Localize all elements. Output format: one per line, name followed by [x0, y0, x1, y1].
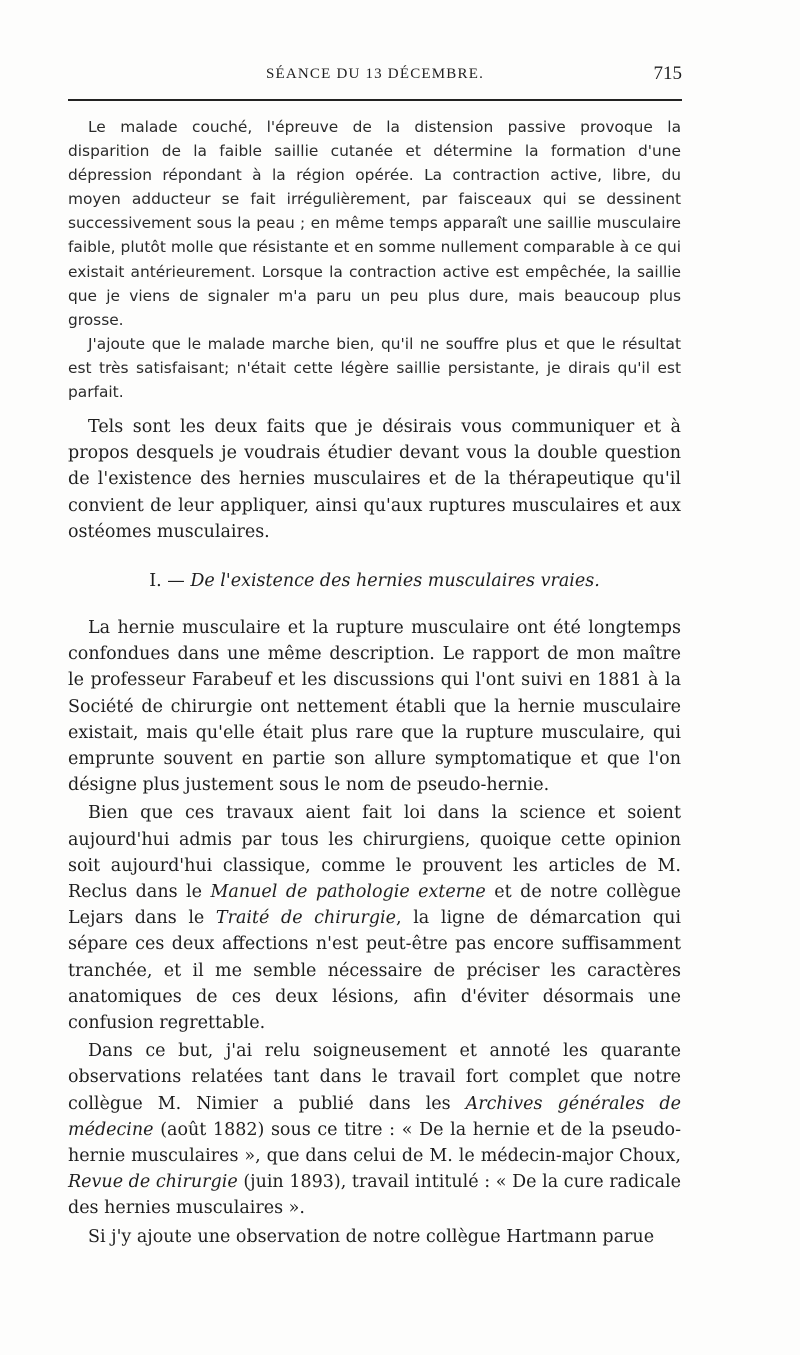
p3-text-c: (août 1882) sous ce titre : « De la hernie et de la pseudo-hernie musculaires », que dans celui de M. le médecin-major Choux,: [68, 1119, 681, 1167]
p3-title-revue: Revue de chirurgie: [68, 1172, 238, 1193]
tels-paragraph-block: [68, 414, 681, 545]
p2-text-a: Bien que ces travaux aient fait loi dans la science et soient aujourd'hui admis par tous les chirurgiens, quoique cette opinion soit aujourd'hui classique, comme le prouvent les articles de M. Reclus dans le: [68, 803, 681, 903]
p3-text-a: Dans ce but, j'ai relu soigneusement et annoté les quarante observations relatées tant dans le travail fort complet que notre collègue M. Nimier a publié dans les: [68, 1041, 681, 1114]
page-header: [68, 62, 682, 86]
p3-text-e: (juin 1893), travail intitulé : « De la cure radicale des hernies musculaires ».: [68, 1172, 681, 1219]
p2-text-e: , la ligne de démarcation qui sépare ces deux affections n'est peut-être pas encore suffisamment tranchée, et il me semble nécessaire de préciser les caractères anatomiques de ces deux lésions, afin d'éviter désormais une confusion regrettable.: [68, 908, 681, 1034]
p3-title-archives: Archives générales de médecine: [68, 1093, 681, 1140]
header-rule: [68, 99, 682, 101]
small-paragraph-1: Le malade couché, l'épreuve de la distension passive provoque la disparition de la faible saillie cutanée et détermine la formation d'une dépression répondant à la région opérée. La contraction active, libre, du moyen adducteur se fait irrégulièrement, par faisceaux qui se dessinent successivement sous la peau ; en même temps apparaît une saillie musculaire faible, plutôt molle que résistante et en somme nullement comparable à ce qui existait antérieurement. Lorsque la contraction active est empêchée, la saillie que je viens de signaler m'a paru un peu plus dure, mais beaucoup plus grosse.: [68, 118, 681, 329]
tels-paragraph: Tels sont les deux faits que je désirais vous communiquer et à propos desquels je voudrais étudier devant vous la double question de l'existence des hernies musculaires et de la thérapeutique qu'il convient de leur appliquer, ainsi qu'aux ruptures musculaires et aux ostéomes musculaires.: [68, 417, 681, 542]
main-paragraph-1: La hernie musculaire et la rupture musculaire ont été longtemps confondues dans une même description. Le rapport de mon maître le professeur Farabeuf et les discussions qui l'ont suivi en 1881 à la Société de chirurgie ont nettement établi que la hernie musculaire existait, mais qu'elle était plus rare que la rupture musculaire, qui emprunte souvent en partie son allure symptomatique et que l'on désigne plus justement sous le nom de pseudo-hernie.: [68, 618, 681, 796]
p2-title-manuel: Manuel de pathologie externe: [210, 882, 486, 903]
section-heading: [68, 568, 681, 594]
small-paragraph-2: J'ajoute que le malade marche bien, qu'il ne souffre plus et que le résultat est très satisfaisant; n'était cette légère saillie persistante, je dirais qu'il est parfait.: [68, 334, 681, 402]
small-print-block: [68, 115, 681, 404]
main-paragraph-3: [68, 1038, 681, 1221]
main-text-block: [68, 615, 681, 1250]
page-number: 715: [653, 63, 682, 84]
p2-text-c: et de notre collègue Lejars dans le: [68, 882, 681, 929]
section-number: I. —: [149, 571, 185, 591]
main-paragraph-4: Si j'y ajoute une observation de notre collègue Hartmann parue: [88, 1226, 655, 1247]
main-paragraph-2: [68, 800, 681, 1036]
section-title: De l'existence des hernies musculaires vraies.: [190, 571, 600, 591]
p2-title-traite: Traité de chirurgie: [215, 908, 396, 929]
running-head: SÉANCE DU 13 DÉCEMBRE.: [265, 66, 485, 82]
